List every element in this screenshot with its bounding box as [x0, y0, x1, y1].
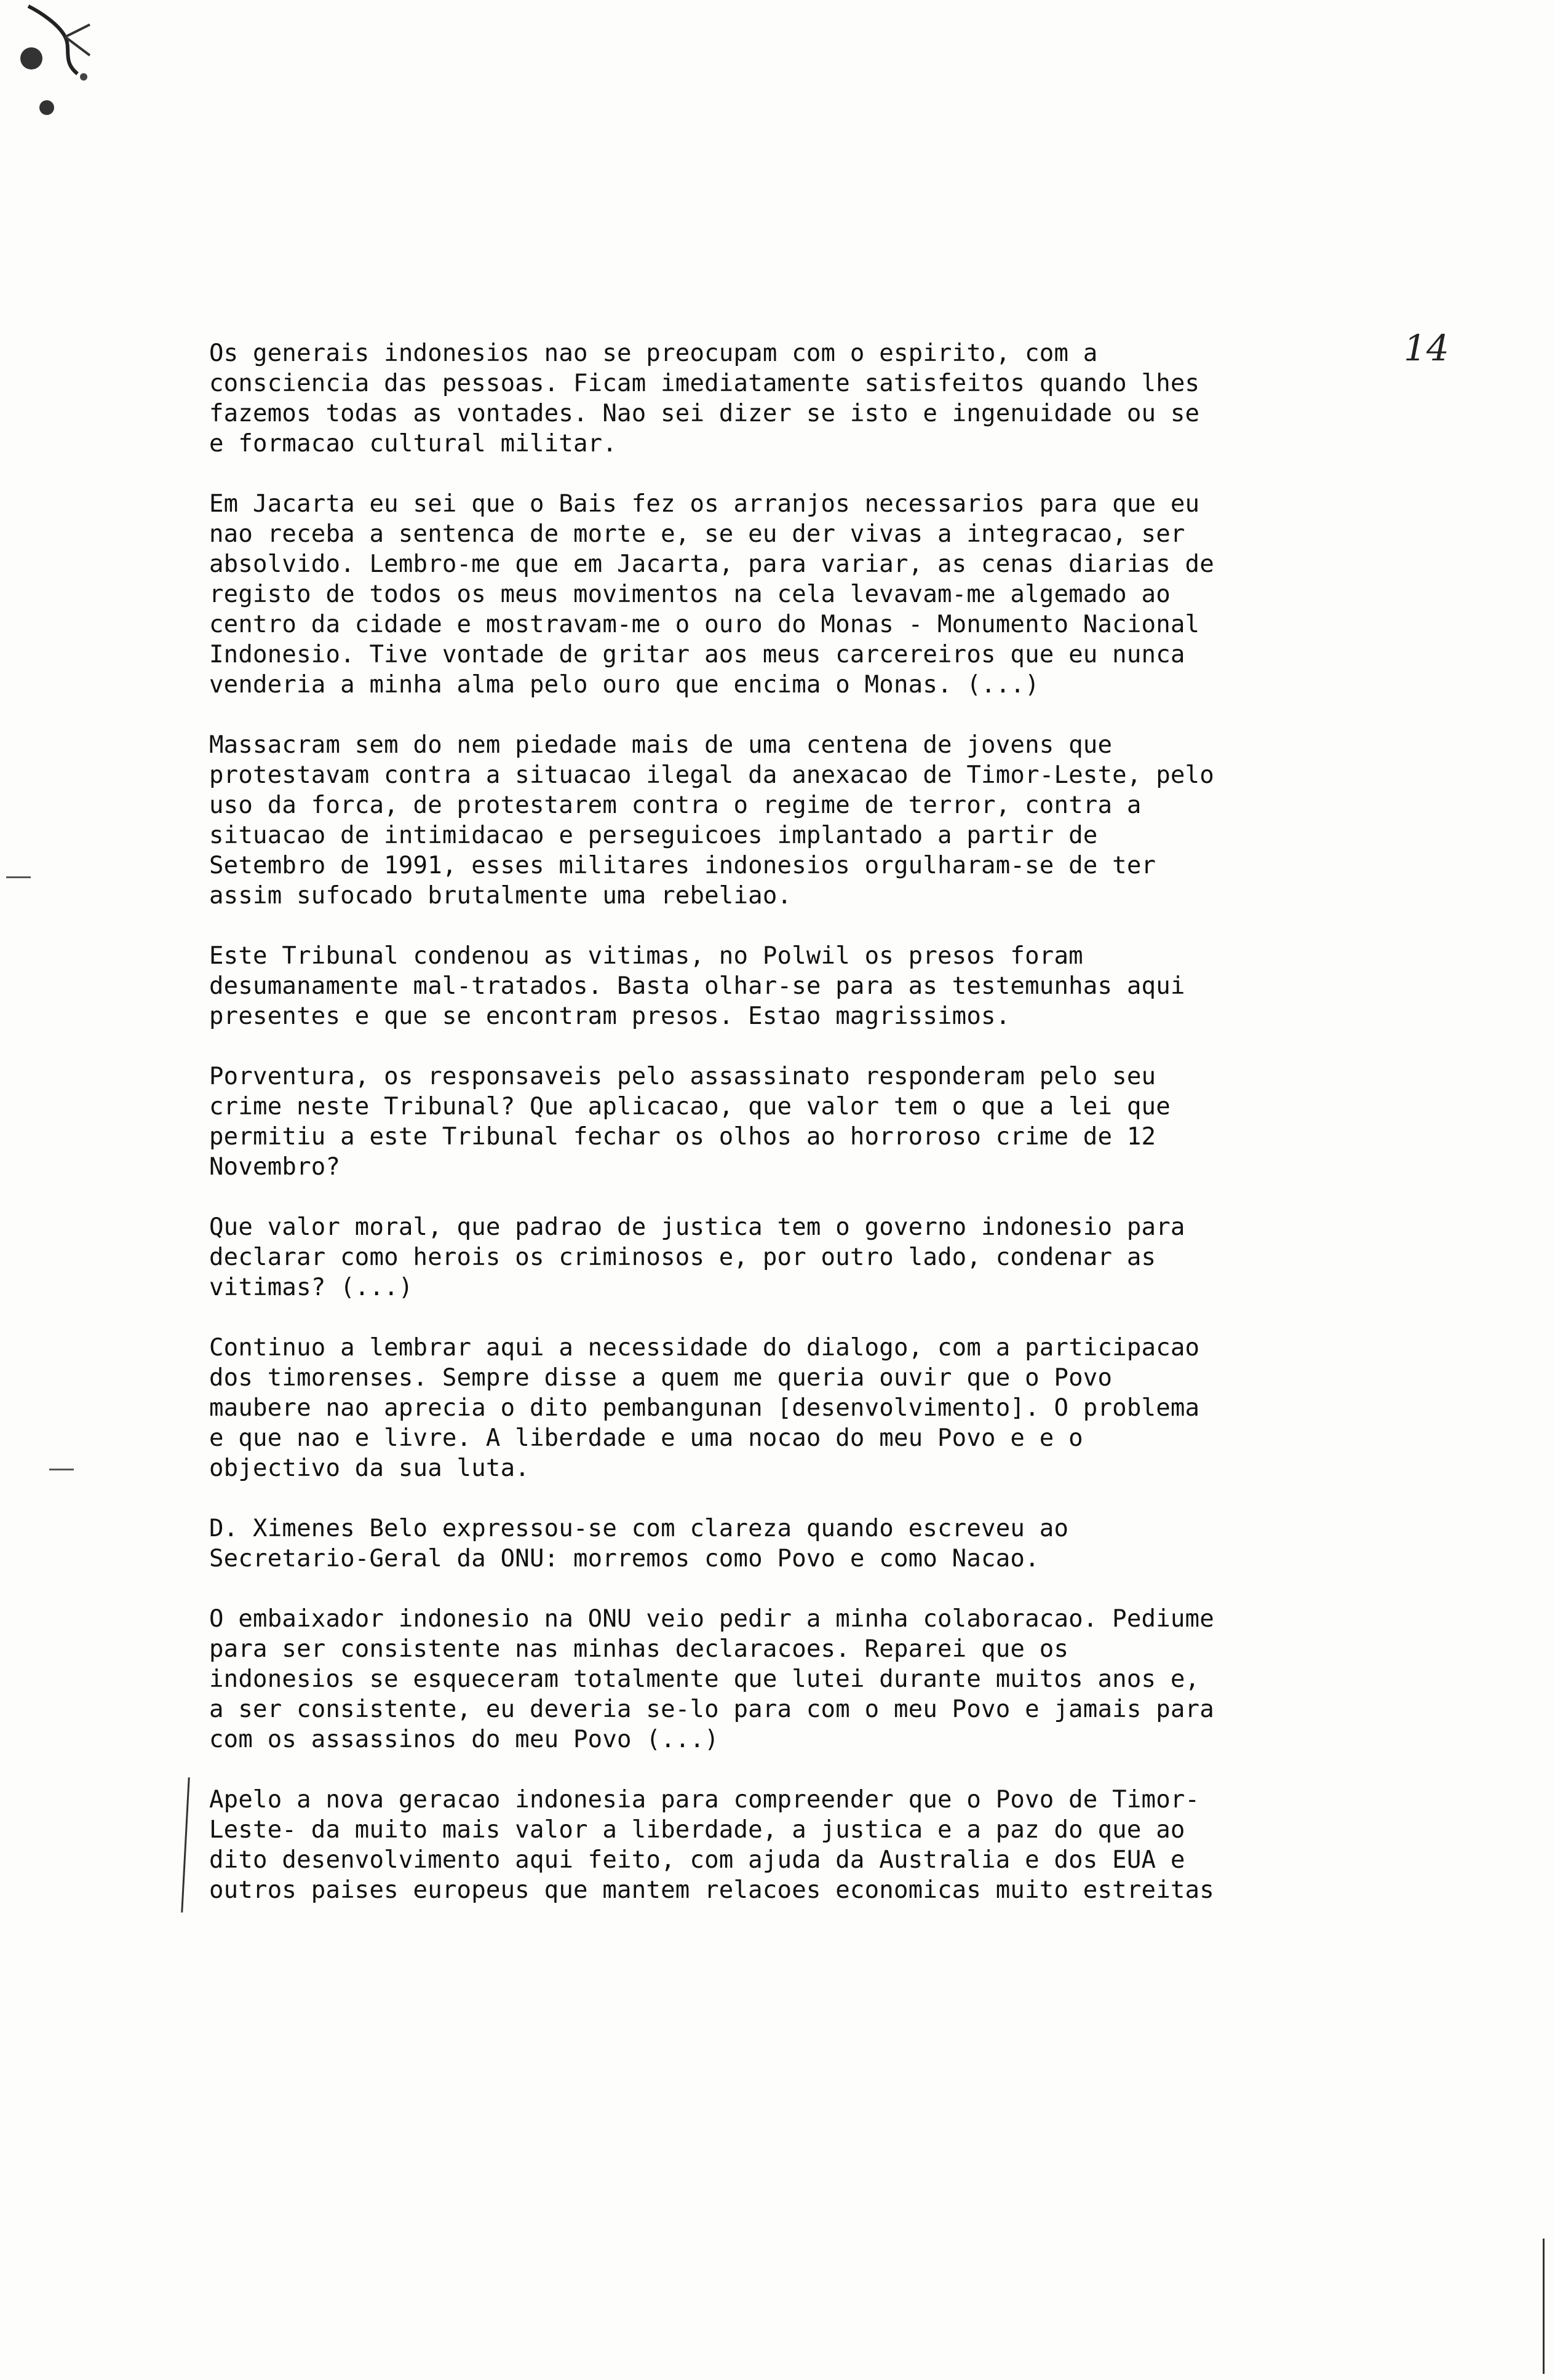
paragraph: Os generais indonesios nao se preocupam com o espirito, com a consciencia das pessoas. Ficam imediatamente satisfeitos quando lhes fazemos todas as vontades. Nao sei dizer se isto e ingenuidade ou se e formacao cultural militar. [209, 339, 1200, 458]
paragraph: O embaixador indonesio na ONU veio pedir a minha colaboracao. Pediume para ser consistente nas minhas declaracoes. Reparei que os indonesios se esqueceram totalmente que lutei durante muitos anos e, a ser consistente, eu deveria se-lo para com o meu Povo e jamais para com os assassinos do meu Povo (...) [209, 1605, 1214, 1753]
paragraph: Continuo a lembrar aqui a necessidade do dialogo, com a participacao dos timorenses. Sempre disse a quem me queria ouvir que o Povo maubere nao aprecia o dito pembangunan [desenvolvimento]. O problema e que nao e livre. A liberdade e uma nocao do meu Povo e e o objectivo da sua luta. [209, 1334, 1200, 1482]
margin-dash-mark [6, 876, 31, 878]
margin-rule-mark [1543, 2239, 1545, 2374]
scan-smudge-mark [4, 0, 108, 123]
margin-rule-mark [181, 1777, 190, 1913]
paragraph: Porventura, os responsaveis pelo assassinato responderam pelo seu crime neste Tribunal? Que aplicacao, que valor tem o que a lei que permitiu a este Tribunal fechar os olhos ao horroroso crime de 12 Novembro? [209, 1063, 1171, 1181]
paragraph: Este Tribunal condenou as vitimas, no Polwil os presos foram desumanamente mal-tratados. Basta olhar-se para as testemunhas aqui presentes e que se encontram presos. Estao magrissimos. [209, 942, 1185, 1030]
paragraph: Que valor moral, que padrao de justica tem o governo indonesio para declarar como herois os criminosos e, por outro lado, condenar as vitimas? (...) [209, 1213, 1185, 1301]
paragraph: Apelo a nova geracao indonesia para compreender que o Povo de Timor- Leste- da muito mais valor a liberdade, a justica e a paz do que ao dito desenvolvimento aqui feito, com ajuda da Australia e dos EUA e outros paises europeus que mantem relacoes economicas muito estreitas [209, 1786, 1214, 1904]
page-number: 14 [1404, 327, 1449, 369]
margin-dash-mark [49, 1469, 74, 1470]
paragraph: D. Ximenes Belo expressou-se com clareza quando escreveu ao Secretario-Geral da ONU: morremos como Povo e como Nacao. [209, 1515, 1069, 1573]
paragraph: Em Jacarta eu sei que o Bais fez os arranjos necessarios para que eu nao receba a sentenca de morte e, se eu der vivas a integracao, ser absolvido. Lembro-me que em Jacarta, para variar, as cenas diarias de registo de todos os meus movimentos na cela levavam-me algemado ao centro da cidade e mostravam-me o ouro do Monas - Monumento Nacional Indonesio. Tive vontade de gritar aos meus carcereiros que eu nunca venderia a minha alma pelo ouro que encima o Monas. (...) [209, 490, 1214, 699]
paragraph: Massacram sem do nem piedade mais de uma centena de jovens que protestavam contra a situacao ilegal da anexacao de Timor-Leste, pelo uso da forca, de protestarem contra o regime de terror, contra a situacao de intimidacao e perseguicoes implantado a partir de Setembro de 1991, esses militares indonesios orgulharam-se de ter assim sufocado brutalmente uma rebeliao. [209, 731, 1214, 910]
document-body [209, 338, 1243, 1935]
